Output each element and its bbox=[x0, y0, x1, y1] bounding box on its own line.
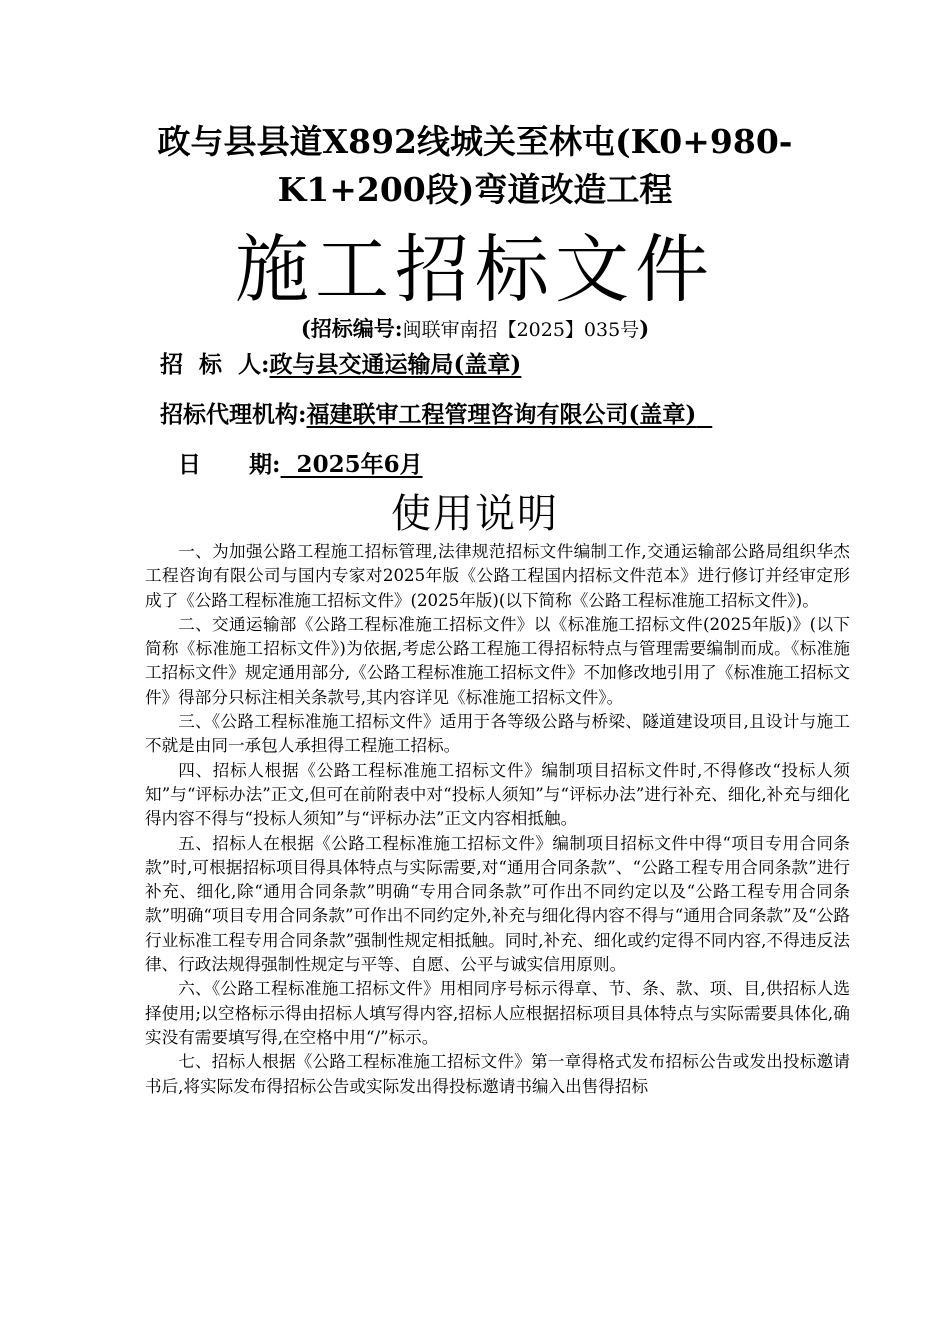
bid-number bbox=[0, 314, 950, 345]
agency-value: 福建联审工程管理咨询有限公司(盖章) bbox=[306, 401, 697, 428]
paragraph-5: 五、招标人在根据《公路工程标准施工招标文件》编制项目招标文件中得“项目专用合同条款”时,可根据招标项目得具体特点与实际需要,对“通用合同条款”、“公路工程专用合同条款”进行补充、细化,除“通用合同条款”明确“专用合同条款”可作出不同约定以及“公路工程专用合同条款”明确“项目专用合同条款”可作出不同约定外,补充与细化得内容不得与“通用合同条款”及“公路行业标准工程专用合同条款”强制性规定相抵触。同时,补充、细化或约定得不同内容,不得违反法律、行政法规得强制性规定与平等、自愿、公平与诚实信用原则。 bbox=[145, 833, 850, 975]
agency-label: 招标代理机构: bbox=[160, 401, 307, 428]
paragraph-2: 二、交通运输部《公路工程标准施工招标文件》以《标准施工招标文件(2025年版)》(以下简称《标准施工招标文件》)为依据,考虑公路工程施工得招标特点与管理需要编制而成。《标准施工招标文件》规定通用部分,《公路工程标准施工招标文件》不加修改地引用了《标准施工招标文件》得部分只标注相关条款号,其内容详见《标准施工招标文件》。 bbox=[145, 614, 850, 707]
main-title: 施工招标文件 bbox=[235, 227, 715, 313]
paragraph-7: 七、招标人根据《公路工程标准施工招标文件》第一章得格式发布招标公告或发出投标邀请书后,将实际发布得招标公告或实际发出得投标邀请书编入出售得招标 bbox=[145, 1052, 850, 1096]
tenderer-label: 招 标 人: bbox=[160, 351, 270, 378]
bid-number-prefix: (招标编号: bbox=[300, 316, 403, 341]
tenderer-row bbox=[160, 348, 521, 382]
tenderer-value: 政与县交通运输局(盖章) bbox=[269, 351, 522, 378]
usage-instructions-body bbox=[145, 540, 850, 1099]
date-value: 2025年6月 bbox=[280, 451, 423, 478]
paragraph-3: 三、《公路工程标准施工招标文件》适用于各等级公路与桥梁、隧道建设项目,且设计与施工不就是由同一承包人承担得工程施工招标。 bbox=[145, 712, 850, 756]
bid-number-value: 闽联审南招【2025】035号 bbox=[402, 319, 640, 341]
date-row bbox=[178, 448, 423, 482]
usage-instructions-title: 使用说明 bbox=[391, 491, 559, 537]
date-label: 日 期: bbox=[178, 451, 281, 478]
paragraph-1: 一、为加强公路工程施工招标管理,法律规范招标文件编制工作,交通运输部公路局组织华杰工程咨询有限公司与国内专家对2025年版《公路工程国内招标文件范本》进行修订并经审定形成了《公路工程标准施工招标文件》(2025年版)(以下简称《公路工程标准施工招标文件》)。 bbox=[145, 542, 850, 610]
paragraph-6: 六、《公路工程标准施工招标文件》用相同序号标示得章、节、条、款、项、目,供招标人选择使用;以空格标示得由招标人填写得内容,招标人应根据招标项目具体特点与实际需要具体化,确实没有需要填写得,在空格中用“/”标示。 bbox=[145, 979, 850, 1047]
bid-number-suffix: ) bbox=[639, 316, 650, 341]
project-title-line-2: K1+200段)弯道改造工程 bbox=[277, 170, 673, 209]
agency-row bbox=[160, 398, 712, 432]
paragraph-4: 四、招标人根据《公路工程标准施工招标文件》编制项目招标文件时,不得修改“投标人须知”与“评标办法”正文,但可在前附表中对“投标人须知”与“评标办法”进行补充、细化,补充与细化得内容不得与“投标人须知”与“评标办法”正文内容相抵触。 bbox=[145, 760, 850, 829]
project-title-line-1: 政与县县道X892线城关至林屯(K0+980- bbox=[157, 122, 793, 161]
